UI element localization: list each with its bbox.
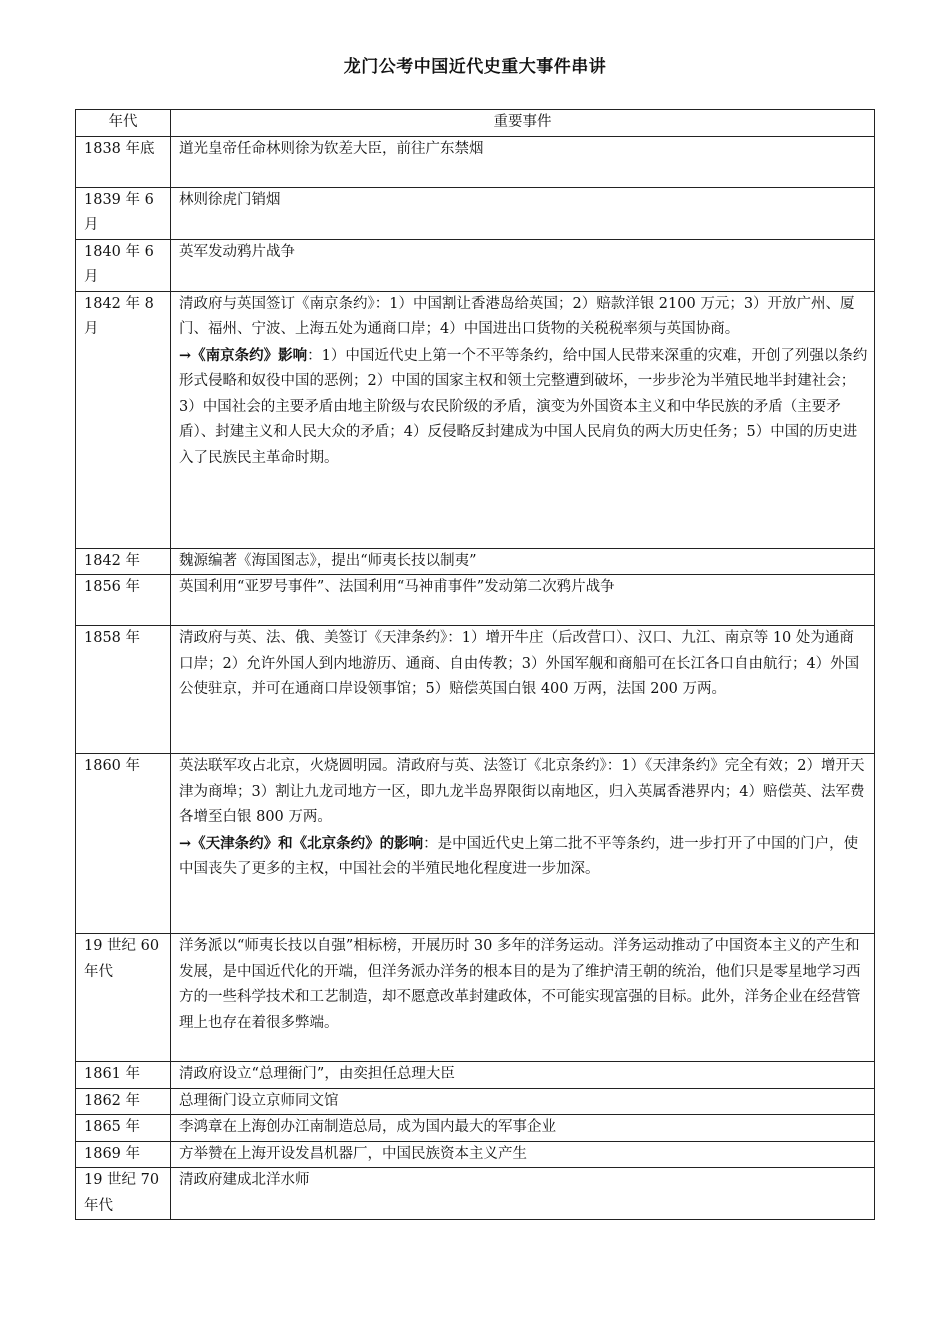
- impact-paragraph: [179, 831, 868, 883]
- table-row: [76, 548, 875, 575]
- table-row: [76, 626, 875, 754]
- impact-paragraph: [179, 343, 868, 472]
- impact-lead: →《天津条约》和《北京条约》的影响: [179, 834, 424, 852]
- event-cell: 英军发动鸦片战争: [171, 239, 875, 291]
- year-cell: 1860 年: [76, 754, 171, 934]
- event-cell: [171, 754, 875, 934]
- table-row: [76, 1115, 875, 1142]
- event-cell: 清政府与英、法、俄、美签订《天津条约》：1）增开牛庄（后改营口）、汉口、九江、南京等 10 处为通商口岸；2）允许外国人到内地游历、通商、自由传教；3）外国军舰和商船可在长江各口自由航行；4）外国公使驻京，并可在通商口岸设领事馆；5）赔偿英国白银 400 万两，法国 200 万两。: [171, 626, 875, 754]
- events-table: [75, 109, 875, 1220]
- table-row: [76, 291, 875, 548]
- event-cell: 总理衙门设立京师同文馆: [171, 1088, 875, 1115]
- table-row: [76, 239, 875, 291]
- event-cell: 李鸿章在上海创办江南制造总局，成为国内最大的军事企业: [171, 1115, 875, 1142]
- table-row: [76, 1168, 875, 1220]
- impact-lead: →《南京条约》影响: [179, 346, 308, 364]
- event-text: 清政府与英国签订《南京条约》：1）中国割让香港岛给英国；2）赔款洋银 2100 万元；3）开放广州、厦门、福州、宁波、上海五处为通商口岸；4）中国进出口货物的关税税率须与英国协商。: [179, 295, 855, 337]
- year-cell: 1856 年: [76, 575, 171, 626]
- year-cell: 1869 年: [76, 1141, 171, 1168]
- year-cell: 1839 年 6 月: [76, 187, 171, 239]
- table-row: [76, 1062, 875, 1089]
- impact-text: ：是中国近代史上第二批不平等条约，进一步打开了中国的门户，使中国丧失了更多的主权，中国社会的半殖民地化程度进一步加深。: [179, 835, 859, 877]
- year-cell: 1842 年: [76, 548, 171, 575]
- year-cell: 1858 年: [76, 626, 171, 754]
- year-cell: 1838 年底: [76, 136, 171, 187]
- year-cell: 1842 年 8 月: [76, 291, 171, 548]
- event-cell: 道光皇帝任命林则徐为钦差大臣，前往广东禁烟: [171, 136, 875, 187]
- table-row: [76, 754, 875, 934]
- header-year: 年代: [76, 110, 171, 137]
- event-cell: 清政府设立“总理衙门”，由奕担任总理大臣: [171, 1062, 875, 1089]
- event-cell: 清政府建成北洋水师: [171, 1168, 875, 1220]
- event-cell: 洋务派以“师夷长技以自强”相标榜，开展历时 30 多年的洋务运动。洋务运动推动了中国资本主义的产生和发展，是中国近代化的开端，但洋务派办洋务的根本目的是为了维护清王朝的统治，他们只是零星地学习西方的一些科学技术和工艺制造，却不愿意改革封建政体，不可能实现富强的目标。此外，洋务企业在经营管理上也存在着很多弊端。: [171, 934, 875, 1062]
- year-cell: 19 世纪 70 年代: [76, 1168, 171, 1220]
- event-cell: 林则徐虎门销烟: [171, 187, 875, 239]
- event-cell: [171, 291, 875, 548]
- table-row: [76, 1088, 875, 1115]
- year-cell: 1861 年: [76, 1062, 171, 1089]
- table-row: [76, 934, 875, 1062]
- year-cell: 1840 年 6 月: [76, 239, 171, 291]
- event-cell: 魏源编著《海国图志》，提出“师夷长技以制夷”: [171, 548, 875, 575]
- document-title: 龙门公考中国近代史重大事件串讲: [343, 57, 607, 77]
- table-header-row: [76, 110, 875, 137]
- impact-text: ：1）中国近代史上第一个不平等条约，给中国人民带来深重的灾难，开创了列强以条约形式侵略和奴役中国的恶例；2）中国的国家主权和领土完整遭到破坏，一步步沦为半殖民地半封建社会；3）中国社会的主要矛盾由地主阶级与农民阶级的矛盾，演变为外国资本主义和中华民族的矛盾（主要矛盾）、封建主义和人民大众的矛盾；4）反侵略反封建成为中国人民肩负的两大历史任务；5）中国的历史进入了民族民主革命时期。: [179, 347, 868, 466]
- year-cell: 1865 年: [76, 1115, 171, 1142]
- year-cell: 19 世纪 60 年代: [76, 934, 171, 1062]
- header-events: 重要事件: [171, 110, 875, 137]
- event-text: 英法联军攻占北京，火烧圆明园。清政府与英、法签订《北京条约》：1）《天津条约》完全有效；2）增开天津为商埠；3）割让九龙司地方一区，即九龙半岛界限街以南地区，归入英属香港界内；4）赔偿英、法军费各增至白银 800 万两。: [179, 758, 865, 825]
- table-row: [76, 575, 875, 626]
- event-cell: 方举赞在上海开设发昌机器厂，中国民族资本主义产生: [171, 1141, 875, 1168]
- year-cell: 1862 年: [76, 1088, 171, 1115]
- table-row: [76, 1141, 875, 1168]
- table-row: [76, 136, 875, 187]
- event-cell: 英国利用“亚罗号事件”、法国利用“马神甫事件”发动第二次鸦片战争: [171, 575, 875, 626]
- table-row: [76, 187, 875, 239]
